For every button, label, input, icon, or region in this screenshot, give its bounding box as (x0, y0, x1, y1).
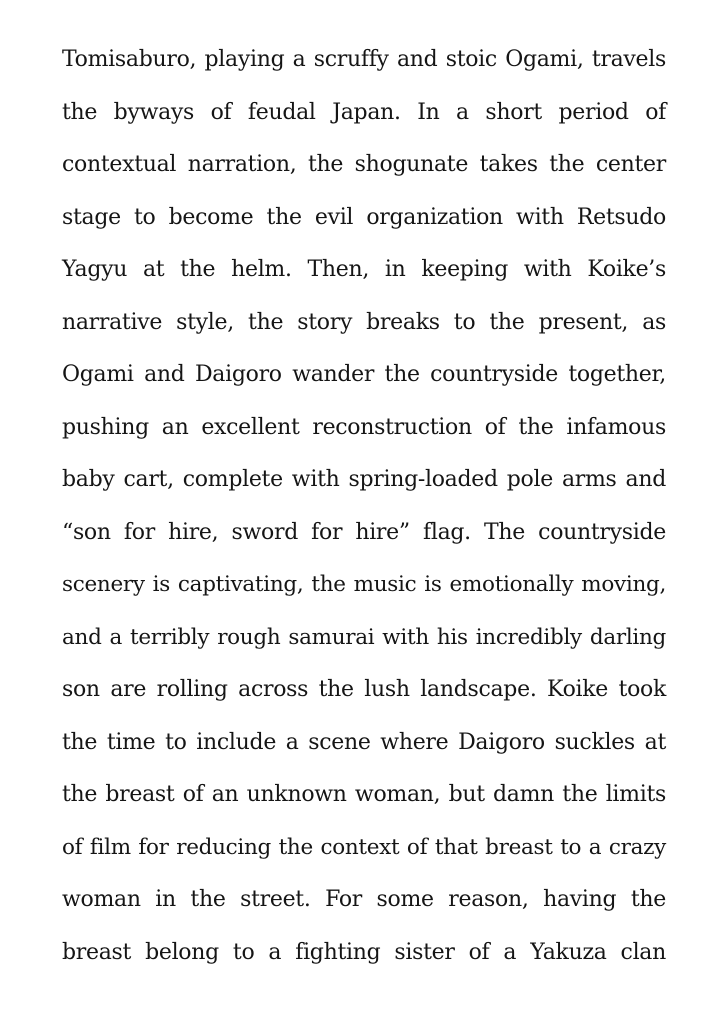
text-line: narrative style, the story breaks to the present, as (62, 309, 666, 335)
text-line: woman in the street. For some reason, having the (62, 887, 666, 912)
text-line: baby cart, complete with spring-loaded pole arms and (62, 467, 666, 492)
text-line: scenery is captivating, the music is emotionally moving, (62, 572, 666, 597)
text-line: of film for reducing the context of that breast to a crazy (62, 834, 666, 860)
text-line: stage to become the evil organization with Retsudo (62, 204, 666, 230)
text-line: the time to include a scene where Daigoro suckles at (62, 729, 666, 755)
text-line: Yagyu at the helm. Then, in keeping with Koike’s (62, 257, 666, 282)
text-line: pushing an excellent reconstruction of the infamous (62, 414, 666, 440)
text-line: Tomisaburo, playing a scruffy and stoic Ogami, travels (62, 47, 666, 72)
text-line: son are rolling across the lush landscape. Koike took (62, 677, 666, 702)
text-line: contextual narration, the shogunate takes the center (62, 152, 666, 177)
text-line: the byways of feudal Japan. In a short period of (62, 99, 666, 125)
text-line: “son for hire, sword for hire” flag. The countryside (62, 519, 666, 545)
text-line: and a terribly rough samurai with his incredibly darling (62, 624, 666, 650)
text-line: the breast of an unknown woman, but damn the limits (62, 782, 666, 807)
text-line: breast belong to a fighting sister of a Yakuza clan (62, 939, 666, 965)
text-line: Ogami and Daigoro wander the countryside together, (62, 362, 666, 387)
body-paragraph (62, 40, 666, 985)
